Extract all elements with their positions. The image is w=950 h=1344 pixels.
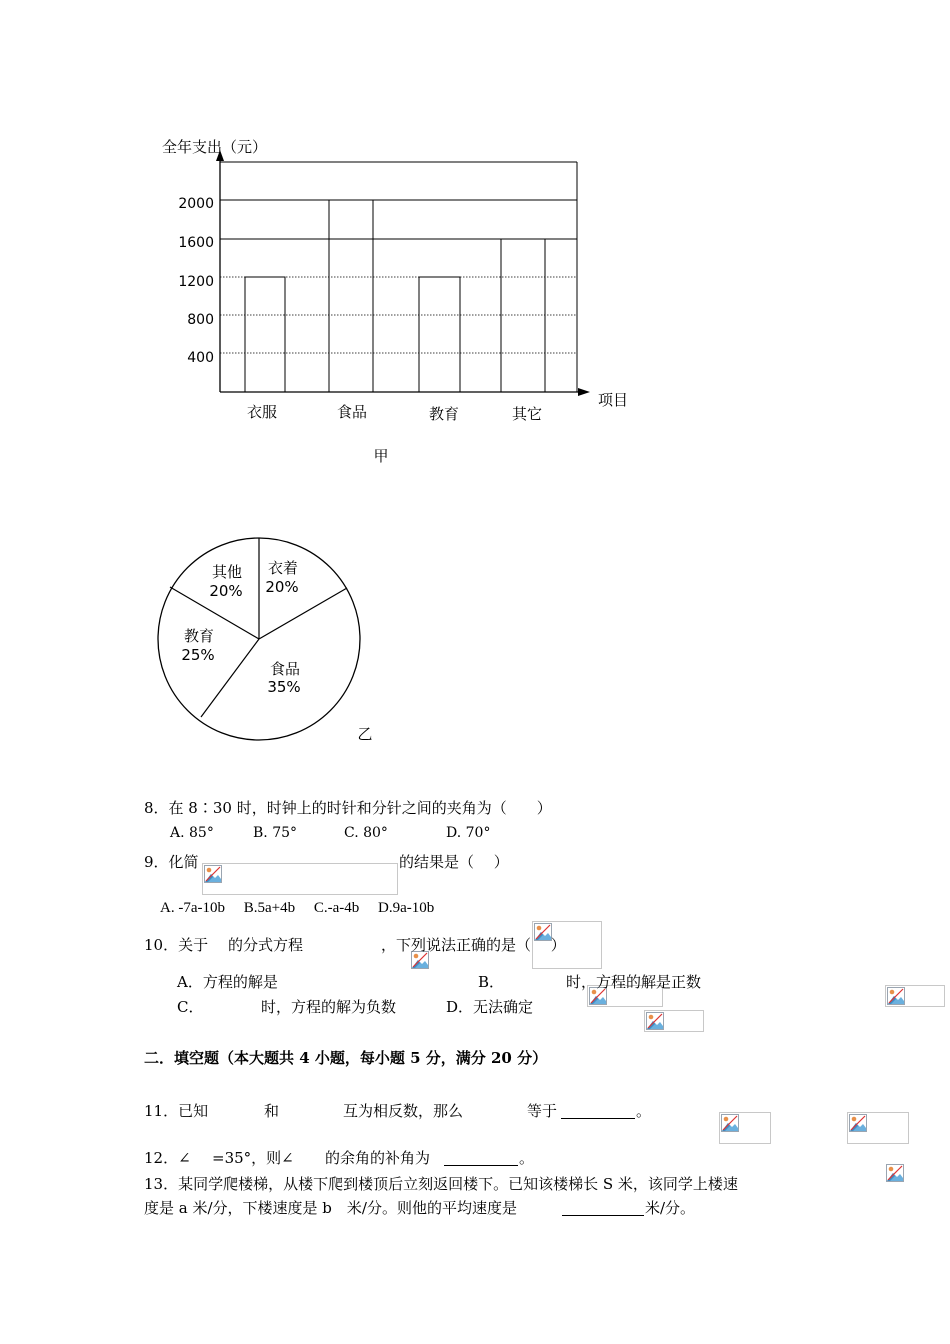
bar-chart-caption: 甲: [373, 447, 389, 465]
question-13-line-2: 度是 a 米/分，下楼速度是 b 米/分。则他的平均速度是: [144, 1199, 517, 1217]
tick-label-1200: 1200: [178, 274, 214, 290]
question-9-prefix: 9．化简: [144, 853, 199, 871]
broken-image-icon: [887, 987, 905, 1005]
tick-label-2000: 2000: [178, 196, 214, 212]
category-label-education: 教育: [428, 405, 460, 423]
question-8-option-a: A. 85°: [170, 825, 214, 841]
formula-image-q11-second: [847, 1112, 909, 1144]
question-10-option-b-text: 时，方程的解是正数: [566, 973, 702, 991]
question-8-option-d: D. 70°: [446, 825, 491, 841]
question-10-suffix: ，下列说法正确的是（ ）: [381, 936, 566, 954]
broken-image-icon: [646, 1012, 664, 1030]
pie-pct-clothing: 20%: [265, 578, 299, 596]
formula-image-q9: [202, 863, 398, 895]
question-10-middle: 的分式方程: [228, 936, 304, 954]
formula-image-q11-first: [719, 1112, 771, 1144]
x-axis-label: 项目: [598, 391, 629, 409]
broken-image-icon: [721, 1114, 739, 1132]
question-11-and: 和: [264, 1102, 280, 1120]
question-12-suffix: 的余角的补角为: [325, 1149, 431, 1167]
question-8-option-b: B. 75°: [253, 825, 298, 841]
question-12-end: 。: [519, 1149, 535, 1167]
section-2-heading: 二．填空题（本大题共 4 小题，每小题 5 分，满分 20 分）: [144, 1049, 548, 1067]
question-9-options: A. -7a-10b B.5a+4b C.-a-4b D.9a-10b: [160, 900, 435, 916]
broken-image-icon: [886, 1164, 904, 1182]
tick-label-800: 800: [187, 312, 214, 328]
answer-blank-q11[interactable]: [561, 1102, 635, 1119]
question-10-prefix: 10．关于: [144, 936, 209, 954]
question-8-option-c: C. 80°: [344, 825, 388, 841]
bar-chart: [0, 0, 950, 480]
category-label-other: 其它: [511, 405, 543, 423]
question-10-option-c-label: C．: [177, 998, 204, 1016]
bar-other: [501, 239, 545, 392]
question-13-line-1: 13．某同学爬楼梯，从楼下爬到楼顶后立刻返回楼下。已知该楼梯长 S 米，该同学上楼速: [144, 1175, 738, 1193]
pie-pct-other: 20%: [209, 582, 243, 600]
bar-education: [419, 277, 460, 392]
category-label-food: 食品: [336, 403, 368, 421]
question-10-option-b-label: B．: [478, 973, 505, 991]
pie-pct-education: 25%: [181, 646, 215, 664]
bar-food: [329, 200, 373, 392]
question-11-equals: 等于: [527, 1102, 558, 1120]
question-9-suffix: 的结果是（ ）: [399, 853, 509, 871]
question-13-line-2-end: 米/分。: [645, 1199, 696, 1217]
pie-label-food: 食品: [269, 660, 301, 678]
question-11-prefix: 11．已知: [144, 1102, 209, 1120]
pie-chart-caption: 乙: [357, 725, 373, 743]
formula-image-option-b: [885, 985, 945, 1007]
formula-image-option-c: [644, 1010, 704, 1032]
pie-chart: [0, 480, 950, 770]
pie-label-education: 教育: [183, 627, 215, 645]
question-11-end: 。: [636, 1102, 652, 1120]
pie-pct-food: 35%: [267, 678, 301, 696]
question-10-option-d: D．无法确定: [446, 998, 534, 1016]
tick-label-1600: 1600: [178, 235, 214, 251]
answer-blank-q12[interactable]: [444, 1149, 518, 1166]
category-label-clothing: 衣服: [246, 403, 278, 421]
bar-clothing: [245, 277, 285, 392]
tick-label-400: 400: [187, 350, 214, 366]
broken-image-icon: [204, 865, 222, 883]
question-12-prefix: 12．∠: [144, 1149, 191, 1167]
x-axis-arrow: [578, 388, 590, 396]
question-10-option-c-text: 时，方程的解为负数: [261, 998, 397, 1016]
pie-label-other: 其他: [211, 563, 243, 581]
question-12-middle: =35°，则∠: [212, 1149, 294, 1167]
y-axis-label: 全年支出（元）: [162, 138, 268, 156]
answer-blank-q13[interactable]: [562, 1199, 644, 1216]
broken-image-icon: [849, 1114, 867, 1132]
formula-image-angle-1: [886, 1164, 903, 1183]
question-8-stem: 8．在 8∶30 时，时钟上的时针和分针之间的夹角为（ ）: [144, 799, 552, 817]
pie-label-clothing: 衣着: [267, 559, 299, 577]
question-10-option-a: A．方程的解是: [177, 973, 278, 991]
question-11-middle: 互为相反数，那么: [343, 1102, 464, 1120]
